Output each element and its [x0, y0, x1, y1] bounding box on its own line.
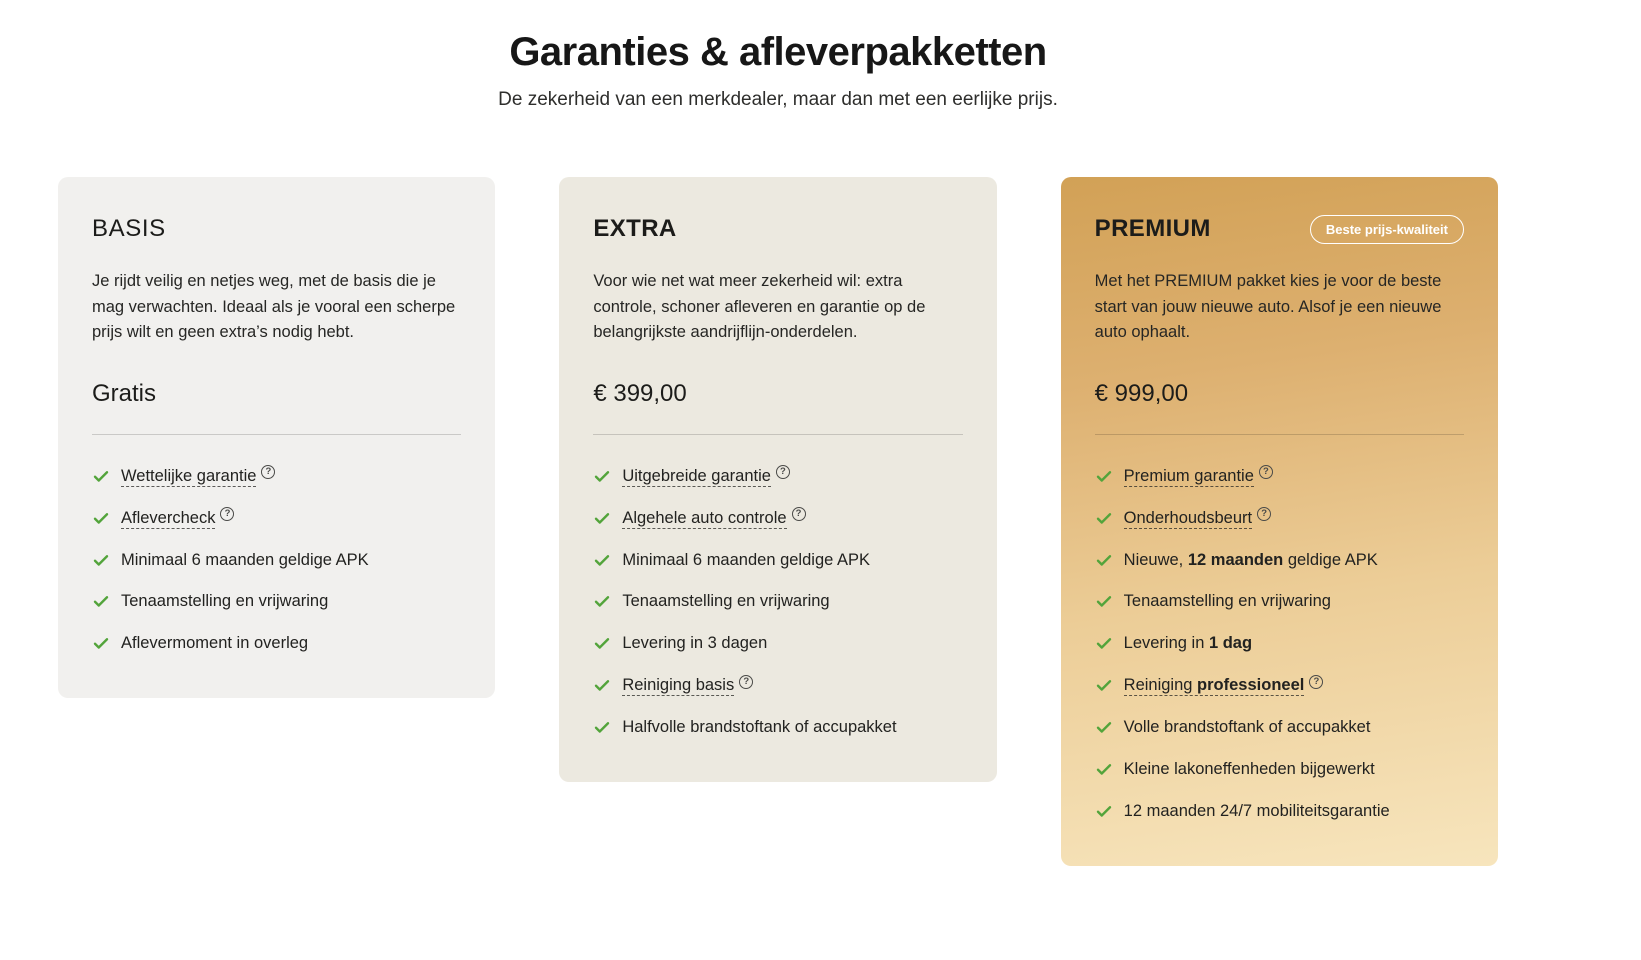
feature-item: [593, 716, 962, 740]
feature-label: Volle brandstoftank of accupakket: [1123, 718, 1371, 737]
check-icon: [1095, 509, 1113, 527]
feature-item: [92, 632, 461, 656]
feature-item: [1095, 632, 1464, 656]
info-icon[interactable]: ?: [776, 465, 790, 479]
check-icon: [1095, 676, 1113, 694]
feature-label: Nieuwe, 12 maanden geldige APK: [1123, 550, 1378, 569]
feature-label[interactable]: Reiniging professioneel ?: [1124, 674, 1324, 698]
check-icon: [593, 592, 611, 610]
feature-label: Minimaal 6 maanden geldige APK: [121, 550, 369, 569]
feature-list: [1095, 465, 1464, 824]
page-title: Garanties & afleverpakketten: [509, 30, 1047, 74]
check-icon: [92, 592, 110, 610]
check-icon: [593, 467, 611, 485]
check-icon: [593, 634, 611, 652]
check-icon: [593, 676, 611, 694]
check-icon: [92, 467, 110, 485]
feature-label: Aflevermoment in overleg: [121, 634, 309, 653]
check-icon: [1095, 802, 1113, 820]
feature-label[interactable]: Wettelijke garantie ?: [121, 465, 275, 489]
pricing-card-basis: [58, 177, 495, 698]
feature-label: Halfvolle brandstoftank of accupakket: [622, 718, 897, 737]
check-icon: [1095, 467, 1113, 485]
card-description: Met het PREMIUM pakket kies je voor de beste start van jouw nieuwe auto. Alsof je een nieuwe auto ophaalt.: [1094, 272, 1442, 342]
info-icon[interactable]: ?: [1309, 675, 1323, 689]
info-icon[interactable]: ?: [1259, 465, 1273, 479]
feature-item: [593, 674, 962, 698]
feature-item: [1095, 549, 1464, 573]
feature-label[interactable]: Uitgebreide garantie ?: [622, 465, 790, 489]
feature-item: [593, 465, 962, 489]
card-header: [92, 213, 461, 245]
card-price: € 999,00: [1094, 379, 1189, 407]
feature-list: [593, 465, 962, 740]
feature-label: Levering in 1 dag: [1123, 634, 1253, 653]
feature-label: Levering in 3 dagen: [622, 634, 768, 653]
card-header: [1095, 213, 1464, 245]
check-icon: [593, 718, 611, 736]
info-icon[interactable]: ?: [261, 465, 275, 479]
best-value-badge: Beste prijs-kwaliteit: [1310, 215, 1464, 244]
feature-item: [593, 590, 962, 614]
feature-label[interactable]: Aflevercheck ?: [121, 507, 234, 531]
card-header: [593, 213, 962, 245]
card-description: Voor wie net wat meer zekerheid wil: extra controle, schoner afleveren en garantie op de belangrijkste aandrijflijn-onderdelen.: [593, 272, 926, 342]
check-icon: [92, 634, 110, 652]
feature-label[interactable]: Algehele auto controle ?: [622, 507, 805, 531]
feature-item: [92, 549, 461, 573]
feature-label: Tenaamstelling en vrijwaring: [622, 592, 830, 611]
feature-label: Tenaamstelling en vrijwaring: [121, 592, 329, 611]
card-price: Gratis: [92, 379, 157, 407]
divider: [1095, 434, 1464, 435]
check-icon: [1095, 634, 1113, 652]
info-icon[interactable]: ?: [792, 507, 806, 521]
pricing-card-premium: [1061, 177, 1498, 866]
feature-item: [1095, 590, 1464, 614]
info-icon[interactable]: ?: [739, 675, 753, 689]
check-icon: [593, 509, 611, 527]
page-subtitle: De zekerheid van een merkdealer, maar dan met een eerlijke prijs.: [498, 89, 1058, 110]
feature-list: [92, 465, 461, 657]
feature-label[interactable]: Reiniging basis ?: [622, 674, 753, 698]
check-icon: [92, 551, 110, 569]
page-header: [58, 30, 1498, 111]
card-title: EXTRA: [593, 215, 677, 242]
page-container: [58, 0, 1498, 926]
feature-label: Kleine lakoneffenheden bijgewerkt: [1123, 760, 1375, 779]
info-icon[interactable]: ?: [1257, 507, 1271, 521]
feature-label[interactable]: Onderhoudsbeurt ?: [1124, 507, 1271, 531]
feature-item: [92, 465, 461, 489]
check-icon: [593, 551, 611, 569]
pricing-card-extra: [559, 177, 996, 782]
pricing-cards: [58, 177, 1498, 926]
feature-item: [1095, 758, 1464, 782]
feature-item: [1095, 800, 1464, 824]
feature-label: 12 maanden 24/7 mobiliteitsgarantie: [1123, 802, 1390, 821]
check-icon: [1095, 760, 1113, 778]
check-icon: [1095, 718, 1113, 736]
check-icon: [92, 509, 110, 527]
check-icon: [1095, 551, 1113, 569]
check-icon: [1095, 592, 1113, 610]
card-description: Je rijdt veilig en netjes weg, met de basis die je mag verwachten. Ideaal als je vooral een scherpe prijs wilt en geen extra’s nodig hebt.: [92, 272, 456, 342]
feature-item: [593, 632, 962, 656]
divider: [593, 434, 962, 435]
feature-label: Minimaal 6 maanden geldige APK: [622, 550, 870, 569]
card-title: BASIS: [92, 215, 166, 242]
feature-item: [593, 507, 962, 531]
feature-item: [1095, 716, 1464, 740]
feature-item: [92, 590, 461, 614]
feature-label[interactable]: Premium garantie ?: [1124, 465, 1273, 489]
info-icon[interactable]: ?: [220, 507, 234, 521]
card-price: € 399,00: [593, 379, 687, 407]
feature-item: [593, 549, 962, 573]
divider: [92, 434, 461, 435]
card-title: PREMIUM: [1094, 215, 1211, 242]
feature-item: [92, 507, 461, 531]
feature-item: [1095, 507, 1464, 531]
feature-label: Tenaamstelling en vrijwaring: [1123, 592, 1331, 611]
feature-item: [1095, 465, 1464, 489]
feature-item: [1095, 674, 1464, 698]
